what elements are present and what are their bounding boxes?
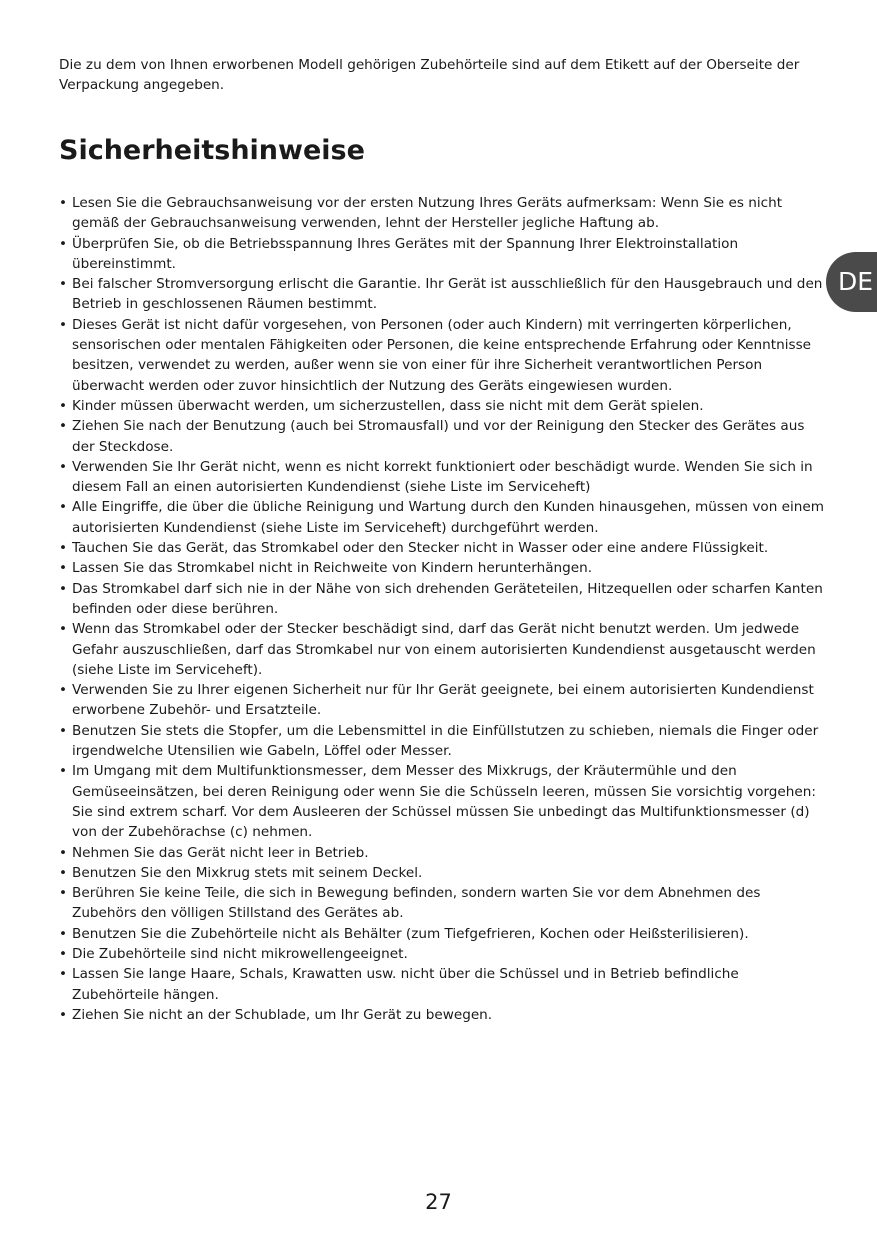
bullet-icon: • bbox=[59, 763, 68, 780]
list-item-text: Überprüfen Sie, ob die Betriebsspannung Ihres Gerätes mit der Spannung Ihrer Elektroinstallation übereinstimmt. bbox=[72, 235, 739, 272]
bullet-icon: • bbox=[59, 458, 68, 475]
bullet-icon: • bbox=[59, 682, 68, 699]
list-item bbox=[59, 193, 829, 234]
bullet-icon: • bbox=[59, 397, 68, 414]
list-item-text: Dieses Gerät ist nicht dafür vorgesehen, von Personen (oder auch Kindern) mit verringerten körperlichen, sensorischen oder mentalen Fähigkeiten oder Personen, die keine entsprechende Erfahrung oder Kenntnisse besitzen, verwendet zu werden, außer wenn sie von einer für ihre Sicherheit verantwortlichen Person überwacht werden oder zuvor hinsichtlich der Nutzung des Geräts eingewiesen wurden. bbox=[72, 316, 812, 394]
bullet-icon: • bbox=[59, 499, 68, 516]
list-item-text: Alle Eingriffe, die über die übliche Reinigung und Wartung durch den Kunden hinausgehen, müssen von einem autorisierten Kundendienst (siehe Liste im Serviceheft) durchgeführt werden. bbox=[72, 499, 825, 536]
list-item-text: Wenn das Stromkabel oder der Stecker beschädigt sind, darf das Gerät nicht benutzt werden. Um jedwede Gefahr auszuschließen, darf das Stromkabel nur von einem autorisierten Kundendienst ausgetauscht werden (siehe Liste im Serviceheft). bbox=[72, 621, 816, 678]
list-item bbox=[59, 843, 829, 863]
list-item bbox=[59, 579, 829, 620]
list-item bbox=[59, 315, 829, 396]
bullet-icon: • bbox=[59, 1006, 68, 1023]
list-item bbox=[59, 619, 829, 680]
list-item bbox=[59, 924, 829, 944]
list-item-text: Kinder müssen überwacht werden, um sicherzustellen, dass sie nicht mit dem Gerät spielen. bbox=[72, 397, 704, 414]
page-number: 27 bbox=[425, 1190, 452, 1214]
list-item bbox=[59, 558, 829, 578]
bullet-icon: • bbox=[59, 945, 68, 962]
list-item-text: Lassen Sie das Stromkabel nicht in Reichweite von Kindern herunterhängen. bbox=[72, 560, 593, 577]
list-item-text: Ziehen Sie nach der Benutzung (auch bei Stromausfall) und vor der Reinigung den Stecker des Gerätes aus der Steckdose. bbox=[72, 418, 805, 455]
list-item-text: Verwenden Sie zu Ihrer eigenen Sicherheit nur für Ihr Gerät geeignete, bei einem autorisierten Kundendienst erworbene Zubehör- und Ersatzteile. bbox=[72, 682, 814, 719]
list-item-text: Verwenden Sie Ihr Gerät nicht, wenn es nicht korrekt funktioniert oder beschädigt wurde. Wenden Sie sich in diesem Fall an einen autorisierten Kundendienst (siehe Liste im Serviceheft) bbox=[72, 458, 813, 496]
intro-paragraph: Die zu dem von Ihnen erworbenen Modell gehörigen Zubehörteile sind auf dem Etikett auf der Oberseite der Verpackung angegeben. bbox=[59, 57, 800, 93]
bullet-icon: • bbox=[59, 864, 68, 881]
list-item bbox=[59, 883, 829, 924]
list-item bbox=[59, 964, 829, 1005]
list-item bbox=[59, 680, 829, 721]
bullet-icon: • bbox=[59, 722, 68, 739]
bullet-icon: • bbox=[59, 276, 68, 293]
list-item bbox=[59, 538, 829, 558]
list-item-text: Tauchen Sie das Gerät, das Stromkabel oder den Stecker nicht in Wasser oder eine andere Flüssigkeit. bbox=[72, 540, 769, 557]
list-item-text: Bei falscher Stromversorgung erlischt die Garantie. Ihr Gerät ist ausschließlich für den Hausgebrauch und den Betrieb in geschlossenen Räumen bestimmt. bbox=[72, 276, 823, 313]
safety-instructions-list bbox=[59, 193, 829, 1025]
language-tab: DE bbox=[826, 252, 877, 312]
list-item bbox=[59, 497, 829, 538]
bullet-icon: • bbox=[59, 195, 68, 211]
list-item bbox=[59, 457, 829, 498]
bullet-icon: • bbox=[59, 316, 68, 333]
list-item bbox=[59, 944, 829, 964]
list-item-text: Im Umgang mit dem Multifunktionsmesser, dem Messer des Mixkrugs, der Kräutermühle und den Gemüseeinsätzen, bei deren Reinigung oder wenn Sie die Schüsseln leeren, müssen Sie vorsichtig vorgehen: Sie sind extrem scharf. Vor dem Ausleeren der Schüssel müssen Sie unbedingt das Multifunktionsmesser (d) von der Zubehörachse (c) nehmen. bbox=[72, 763, 816, 841]
section-heading: Sicherheitshinweise bbox=[59, 135, 365, 166]
bullet-icon: • bbox=[59, 885, 68, 902]
list-item bbox=[59, 1005, 829, 1025]
list-item bbox=[59, 416, 829, 457]
list-item bbox=[59, 761, 829, 842]
list-item-text: Die Zubehörteile sind nicht mikrowellengeeignet. bbox=[72, 945, 408, 962]
list-item bbox=[59, 274, 829, 315]
bullet-icon: • bbox=[59, 966, 68, 983]
list-item-text: Lesen Sie die Gebrauchsanweisung vor der ersten Nutzung Ihres Geräts aufmerksam: Wenn Sie es nicht gemäß der Gebrauchsanweisung verwenden, lehnt der Hersteller jegliche Haftung ab. bbox=[72, 195, 783, 232]
list-item bbox=[59, 234, 829, 275]
bullet-icon: • bbox=[59, 418, 68, 435]
list-item-text: Das Stromkabel darf sich nie in der Nähe von sich drehenden Geräteteilen, Hitzequellen oder scharfen Kanten befinden oder diese berühren. bbox=[72, 580, 823, 617]
bullet-icon: • bbox=[59, 580, 68, 597]
list-item bbox=[59, 721, 829, 762]
bullet-icon: • bbox=[59, 621, 68, 638]
bullet-icon: • bbox=[59, 844, 68, 861]
list-item bbox=[59, 396, 829, 416]
bullet-icon: • bbox=[59, 560, 68, 577]
bullet-icon: • bbox=[59, 925, 68, 942]
bullet-icon: • bbox=[59, 540, 68, 557]
bullet-icon: • bbox=[59, 235, 68, 252]
list-item bbox=[59, 863, 829, 883]
list-item-text: Benutzen Sie stets die Stopfer, um die Lebensmittel in die Einfüllstutzen zu schieben, niemals die Finger oder irgendwelche Utensilien wie Gabeln, Löffel oder Messer. bbox=[72, 722, 819, 760]
list-item-text: Benutzen Sie die Zubehörteile nicht als Behälter (zum Tiefgefrieren, Kochen oder Heißsterilisieren). bbox=[72, 925, 749, 942]
list-item-text: Lassen Sie lange Haare, Schals, Krawatten usw. nicht über die Schüssel und in Betrieb befindliche Zubehörteile hängen. bbox=[72, 966, 739, 1003]
list-item-text: Ziehen Sie nicht an der Schublade, um Ihr Gerät zu bewegen. bbox=[72, 1006, 493, 1023]
list-item-text: Nehmen Sie das Gerät nicht leer in Betrieb. bbox=[72, 844, 369, 861]
list-item-text: Berühren Sie keine Teile, die sich in Bewegung befinden, sondern warten Sie vor dem Abnehmen des Zubehörs den völligen Stillstand des Gerätes ab. bbox=[72, 885, 761, 922]
list-item-text: Benutzen Sie den Mixkrug stets mit seinem Deckel. bbox=[72, 864, 423, 881]
